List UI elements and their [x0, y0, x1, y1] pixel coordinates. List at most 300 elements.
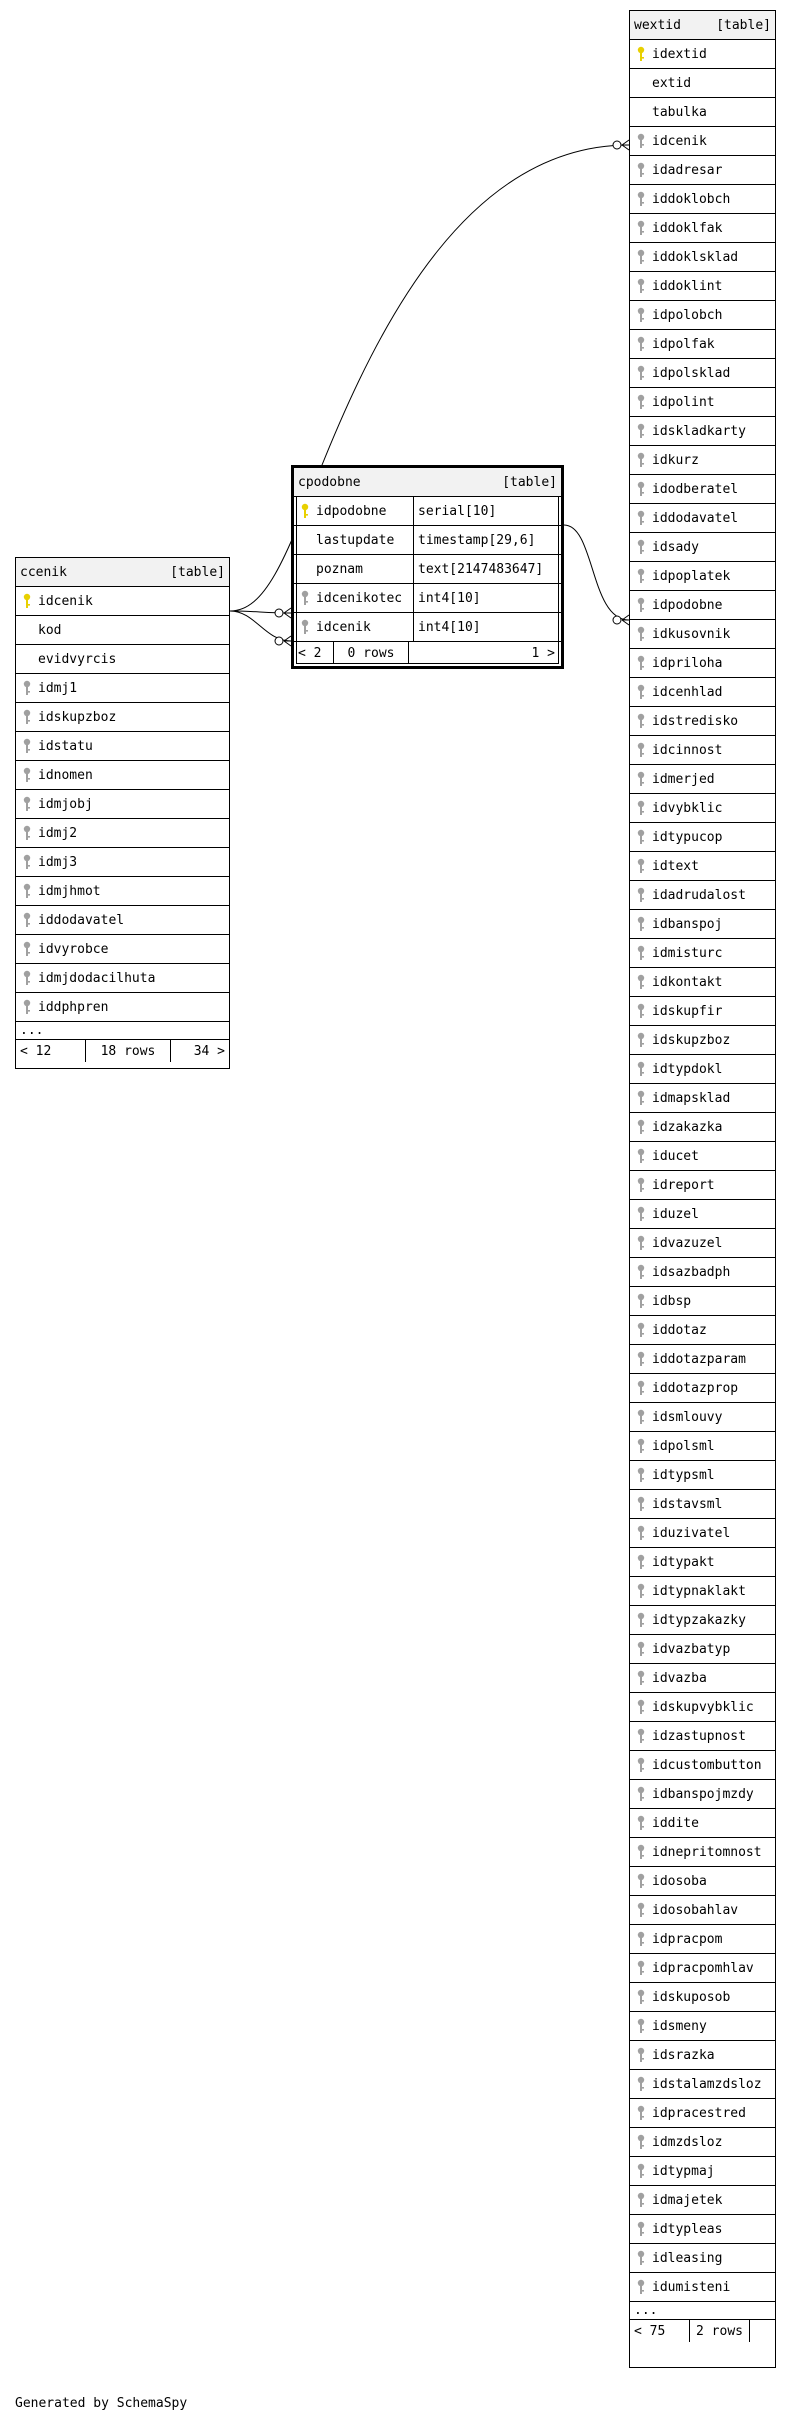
column-name[interactable]: iddoklint: [652, 278, 723, 294]
foreign-key-icon: [630, 974, 652, 990]
foreign-key-icon: [630, 452, 652, 468]
column-name[interactable]: idstavsml: [652, 1496, 723, 1512]
foreign-key-icon: [630, 1960, 652, 1976]
column-name[interactable]: idcustombutton: [652, 1757, 762, 1773]
primary-key-icon: [16, 593, 38, 609]
column-row[interactable]: [630, 1287, 775, 1316]
foreign-key-icon: [630, 539, 652, 555]
column-row[interactable]: [630, 968, 775, 997]
column-row[interactable]: [16, 819, 229, 848]
column-name[interactable]: idextid: [652, 46, 707, 62]
foreign-key-icon: [16, 709, 38, 725]
column-row[interactable]: [630, 156, 775, 185]
column-name[interactable]: idosoba: [652, 1873, 707, 1889]
column-row[interactable]: [630, 1635, 775, 1664]
column-row[interactable]: [16, 906, 229, 935]
column-name[interactable]: iddotazparam: [652, 1351, 746, 1367]
column-name[interactable]: idsmeny: [652, 2018, 707, 2034]
foreign-key-icon: [630, 2221, 652, 2237]
foreign-key-icon: [630, 1293, 652, 1309]
column-name[interactable]: idnepritomnost: [652, 1844, 762, 1860]
foreign-key-icon: [630, 655, 652, 671]
foreign-key-icon: [630, 1177, 652, 1193]
foreign-key-icon: [630, 2192, 652, 2208]
foreign-key-icon: [16, 883, 38, 899]
foreign-key-icon: [630, 336, 652, 352]
column-name[interactable]: idstatu: [38, 738, 93, 754]
column-name[interactable]: idvybklic: [652, 800, 723, 816]
column-row[interactable]: [630, 910, 775, 939]
foreign-key-icon: [630, 1699, 652, 1715]
column-type: text[2147483647]: [418, 561, 544, 577]
column-row[interactable]: [630, 823, 775, 852]
footer-rows: 18 rows: [86, 1040, 171, 1062]
foreign-key-icon: [630, 249, 652, 265]
column-row[interactable]: [630, 1983, 775, 2012]
column-row[interactable]: [630, 1954, 775, 1983]
column-row[interactable]: [630, 1751, 775, 1780]
column-row[interactable]: [630, 1142, 775, 1171]
column-row[interactable]: [16, 790, 229, 819]
column-row[interactable]: [630, 301, 775, 330]
foreign-key-icon: [16, 912, 38, 928]
column-row[interactable]: [630, 1200, 775, 1229]
foreign-key-icon: [630, 1409, 652, 1425]
column-row[interactable]: [630, 2215, 775, 2244]
column-row[interactable]: [630, 1577, 775, 1606]
column-row[interactable]: [630, 707, 775, 736]
primary-key-icon: [294, 503, 316, 519]
column-name[interactable]: idbsp: [652, 1293, 692, 1309]
foreign-key-icon: [16, 854, 38, 870]
column-row[interactable]: [630, 1113, 775, 1142]
foreign-key-icon: [630, 1148, 652, 1164]
table-name[interactable]: cpodobne: [298, 474, 361, 490]
column-row[interactable]: [630, 2273, 775, 2302]
column-name[interactable]: idpolsml: [652, 1438, 715, 1454]
column-name[interactable]: iddphpren: [38, 999, 109, 1015]
column-name[interactable]: idpolobch: [652, 307, 723, 323]
foreign-key-icon: [630, 1380, 652, 1396]
column-name[interactable]: idsady: [652, 539, 699, 555]
column-row[interactable]: [16, 703, 229, 732]
column-row[interactable]: [630, 736, 775, 765]
column-row[interactable]: [630, 649, 775, 678]
column-name[interactable]: poznam: [316, 555, 414, 583]
column-name[interactable]: iddoklsklad: [652, 249, 739, 265]
column-row[interactable]: [630, 1606, 775, 1635]
crowfoot-cpodobne-idcenikotec: [275, 608, 291, 618]
column-name[interactable]: idosobahlav: [652, 1902, 739, 1918]
column-name[interactable]: idkontakt: [652, 974, 723, 990]
column-row[interactable]: [630, 2186, 775, 2215]
column-name[interactable]: idmjhmot: [38, 883, 101, 899]
column-row[interactable]: [630, 272, 775, 301]
column-name[interactable]: idtypleas: [652, 2221, 723, 2237]
column-name[interactable]: idleasing: [652, 2250, 723, 2266]
foreign-key-icon: [630, 2018, 652, 2034]
column-row[interactable]: [16, 732, 229, 761]
column-row[interactable]: [630, 417, 775, 446]
column-row[interactable]: [16, 674, 229, 703]
column-name[interactable]: idmj3: [38, 854, 78, 870]
column-name[interactable]: idvazba: [652, 1670, 707, 1686]
column-name[interactable]: iduzel: [652, 1206, 699, 1222]
column-row[interactable]: [630, 1258, 775, 1287]
column-name[interactable]: idbanspojmzdy: [652, 1786, 754, 1802]
foreign-key-icon: [630, 1902, 652, 1918]
column-row[interactable]: [630, 1345, 775, 1374]
column-type: int4[10]: [418, 590, 481, 606]
column-row[interactable]: [630, 678, 775, 707]
foreign-key-icon: [630, 887, 652, 903]
column-row[interactable]: [630, 475, 775, 504]
table-name[interactable]: ccenik: [20, 564, 67, 580]
foreign-key-icon: [16, 738, 38, 754]
column-row[interactable]: [630, 1519, 775, 1548]
column-name[interactable]: idcenik: [38, 593, 93, 609]
column-row[interactable]: [16, 848, 229, 877]
column-name[interactable]: iddodavatel: [652, 510, 739, 526]
column-name[interactable]: idvyrobce: [38, 941, 109, 957]
column-name[interactable]: idtypzakazky: [652, 1612, 746, 1628]
foreign-key-icon: [630, 1844, 652, 1860]
column-row[interactable]: [16, 587, 229, 616]
column-name[interactable]: idskuposob: [652, 1989, 731, 2005]
foreign-key-icon: [630, 1235, 652, 1251]
foreign-key-icon: [630, 2250, 652, 2266]
column-name[interactable]: evidvyrcis: [38, 651, 117, 667]
foreign-key-icon: [630, 423, 652, 439]
table-header[interactable]: [294, 468, 561, 497]
column-name[interactable]: lastupdate: [316, 526, 414, 554]
column-name[interactable]: idzakazka: [652, 1119, 723, 1135]
foreign-key-icon: [630, 1264, 652, 1280]
column-row[interactable]: [630, 591, 775, 620]
column-row[interactable]: [16, 645, 229, 674]
table-wextid[interactable]: [629, 10, 776, 2368]
column-name[interactable]: extid: [652, 75, 692, 91]
column-row[interactable]: [294, 613, 561, 642]
column-name[interactable]: iddodavatel: [38, 912, 125, 928]
column-row[interactable]: [630, 1432, 775, 1461]
column-name[interactable]: idvazbatyp: [652, 1641, 731, 1657]
column-row[interactable]: [630, 1374, 775, 1403]
foreign-key-icon: [630, 1728, 652, 1744]
column-row[interactable]: [630, 388, 775, 417]
column-name[interactable]: iddotaz: [652, 1322, 707, 1338]
column-name[interactable]: idpolfak: [652, 336, 715, 352]
footer-parents[interactable]: < 75: [630, 2320, 690, 2342]
foreign-key-icon: [630, 771, 652, 787]
column-name[interactable]: idcenhlad: [652, 684, 723, 700]
column-row[interactable]: [16, 935, 229, 964]
column-row[interactable]: [630, 504, 775, 533]
column-row[interactable]: [630, 2041, 775, 2070]
column-name[interactable]: idsazbadph: [652, 1264, 731, 1280]
crowfoot-wextid-idcenik: [613, 140, 629, 150]
column-name[interactable]: tabulka: [652, 104, 707, 120]
foreign-key-icon: [630, 1119, 652, 1135]
column-name[interactable]: idmajetek: [652, 2192, 723, 2208]
column-row[interactable]: [630, 1722, 775, 1751]
column-name[interactable]: idskupvybklic: [652, 1699, 754, 1715]
foreign-key-icon: [630, 2163, 652, 2179]
foreign-key-icon: [630, 1670, 652, 1686]
primary-key-icon: [630, 46, 652, 62]
column-row[interactable]: [630, 1925, 775, 1954]
column-row[interactable]: [630, 1780, 775, 1809]
column-name[interactable]: idtext: [652, 858, 699, 874]
column-name[interactable]: idtypdokl: [652, 1061, 723, 1077]
column-row[interactable]: [294, 526, 561, 555]
foreign-key-icon: [630, 1873, 652, 1889]
column-row[interactable]: [630, 243, 775, 272]
column-row[interactable]: [294, 555, 561, 584]
table-kind-label: [table]: [502, 474, 557, 490]
column-row[interactable]: [16, 993, 229, 1022]
footer-parents[interactable]: < 2: [294, 642, 334, 664]
column-row[interactable]: [630, 1026, 775, 1055]
footer-rows: 2 rows: [690, 2320, 750, 2342]
column-name[interactable]: idskupzboz: [652, 1032, 731, 1048]
column-row[interactable]: [16, 964, 229, 993]
foreign-key-icon: [630, 568, 652, 584]
footer-rows: 0 rows: [334, 642, 409, 664]
column-name[interactable]: idmjobj: [38, 796, 93, 812]
foreign-key-icon: [630, 916, 652, 932]
column-name[interactable]: idvazuzel: [652, 1235, 723, 1251]
table-cpodobne[interactable]: [291, 465, 564, 669]
column-name[interactable]: idcenikotec: [316, 584, 414, 612]
column-row[interactable]: [630, 1316, 775, 1345]
column-row[interactable]: [630, 1896, 775, 1925]
generated-by-footer[interactable]: Generated by SchemaSpy: [15, 2396, 188, 2411]
column-name[interactable]: idmjdodacilhuta: [38, 970, 156, 986]
column-row[interactable]: [630, 446, 775, 475]
foreign-key-icon: [630, 162, 652, 178]
column-name[interactable]: idmj2: [38, 825, 78, 841]
column-row[interactable]: [630, 939, 775, 968]
foreign-key-icon: [630, 684, 652, 700]
column-name[interactable]: iduzivatel: [652, 1525, 731, 1541]
foreign-key-icon: [16, 999, 38, 1015]
foreign-key-icon: [630, 394, 652, 410]
column-name[interactable]: idpodobne: [652, 597, 723, 613]
foreign-key-icon: [630, 1815, 652, 1831]
footer-children[interactable]: [750, 2320, 775, 2342]
foreign-key-icon: [630, 510, 652, 526]
column-row[interactable]: [294, 497, 561, 526]
column-row[interactable]: [630, 98, 775, 127]
foreign-key-icon: [630, 1554, 652, 1570]
foreign-key-icon: [630, 2105, 652, 2121]
column-name[interactable]: idsrazka: [652, 2047, 715, 2063]
column-name[interactable]: idcenik: [652, 133, 707, 149]
column-row[interactable]: [630, 1403, 775, 1432]
column-name[interactable]: iddoklfak: [652, 220, 723, 236]
column-row[interactable]: [630, 1838, 775, 1867]
column-row[interactable]: [630, 2012, 775, 2041]
column-row[interactable]: [16, 616, 229, 645]
column-row[interactable]: [630, 1867, 775, 1896]
foreign-key-icon: [630, 1583, 652, 1599]
column-name[interactable]: idsmlouvy: [652, 1409, 723, 1425]
footer-children[interactable]: 1 >: [531, 645, 555, 661]
foreign-key-icon: [630, 278, 652, 294]
column-name[interactable]: idkurz: [652, 452, 699, 468]
column-name[interactable]: kod: [38, 622, 62, 638]
column-row[interactable]: [630, 562, 775, 591]
foreign-key-icon: [630, 1438, 652, 1454]
column-row[interactable]: [630, 1693, 775, 1722]
column-name[interactable]: iducet: [652, 1148, 699, 1164]
table-footer: [294, 642, 561, 664]
crowfoot-cpodobne-idcenik: [275, 636, 291, 646]
column-row[interactable]: [630, 359, 775, 388]
column-name[interactable]: idadresar: [652, 162, 723, 178]
foreign-key-icon: [16, 680, 38, 696]
foreign-key-icon: [630, 1003, 652, 1019]
column-name[interactable]: idskupzboz: [38, 709, 117, 725]
column-name[interactable]: idtypnaklakt: [652, 1583, 746, 1599]
column-row[interactable]: [630, 852, 775, 881]
column-name[interactable]: idpolsklad: [652, 365, 731, 381]
column-name[interactable]: idreport: [652, 1177, 715, 1193]
column-name[interactable]: idcinnost: [652, 742, 723, 758]
foreign-key-icon: [294, 619, 316, 635]
column-name[interactable]: iddoklobch: [652, 191, 731, 207]
column-name[interactable]: idskladkarty: [652, 423, 746, 439]
column-row[interactable]: [630, 794, 775, 823]
table-ccenik[interactable]: [15, 557, 230, 1069]
column-name[interactable]: idnomen: [38, 767, 93, 783]
foreign-key-icon: [630, 1931, 652, 1947]
column-row[interactable]: [630, 1055, 775, 1084]
column-name[interactable]: idpracestred: [652, 2105, 746, 2121]
column-row[interactable]: [630, 1490, 775, 1519]
column-name[interactable]: idtypsml: [652, 1467, 715, 1483]
column-row[interactable]: [630, 1548, 775, 1577]
table-name[interactable]: wextid: [634, 17, 681, 33]
column-name[interactable]: idpodobne: [316, 497, 414, 525]
table-header[interactable]: [630, 11, 775, 40]
column-row[interactable]: [630, 214, 775, 243]
table-kind-label: [table]: [170, 564, 225, 580]
column-name[interactable]: idadrudalost: [652, 887, 746, 903]
column-row[interactable]: [16, 877, 229, 906]
column-name[interactable]: idstredisko: [652, 713, 739, 729]
column-name[interactable]: idcenik: [316, 613, 414, 641]
column-row[interactable]: [630, 40, 775, 69]
foreign-key-icon: [630, 1351, 652, 1367]
column-row[interactable]: [630, 533, 775, 562]
column-name[interactable]: idbanspoj: [652, 916, 723, 932]
column-row[interactable]: [630, 620, 775, 649]
table-footer: [630, 2320, 775, 2342]
column-name[interactable]: idpracpom: [652, 1931, 723, 1947]
foreign-key-icon: [630, 133, 652, 149]
table-footer: [16, 1040, 229, 1062]
column-row[interactable]: [630, 185, 775, 214]
foreign-key-icon: [630, 1989, 652, 2005]
foreign-key-icon: [630, 481, 652, 497]
column-row[interactable]: [294, 584, 561, 613]
link-cpodobne-wextid: [564, 525, 629, 620]
column-type: int4[10]: [418, 619, 481, 635]
column-name[interactable]: idzastupnost: [652, 1728, 746, 1744]
column-name[interactable]: iddotazprop: [652, 1380, 739, 1396]
column-name[interactable]: idodberatel: [652, 481, 739, 497]
column-row[interactable]: [630, 330, 775, 359]
foreign-key-icon: [630, 1757, 652, 1773]
column-row[interactable]: [630, 1461, 775, 1490]
table-header[interactable]: [16, 558, 229, 587]
foreign-key-icon: [630, 1612, 652, 1628]
foreign-key-icon: [630, 2076, 652, 2092]
column-row[interactable]: [630, 2244, 775, 2273]
footer-parents[interactable]: < 12: [16, 1040, 86, 1062]
column-row[interactable]: [630, 881, 775, 910]
footer-children[interactable]: 34 >: [193, 1043, 225, 1059]
column-row[interactable]: [630, 1229, 775, 1258]
column-row[interactable]: [630, 1084, 775, 1113]
column-name[interactable]: idmj1: [38, 680, 78, 696]
foreign-key-icon: [630, 800, 652, 816]
column-name[interactable]: idumisteni: [652, 2279, 731, 2295]
foreign-key-icon: [630, 1467, 652, 1483]
column-name[interactable]: iddite: [652, 1815, 699, 1831]
foreign-key-icon: [630, 220, 652, 236]
column-row[interactable]: [630, 2157, 775, 2186]
column-name[interactable]: idtypakt: [652, 1554, 715, 1570]
column-row[interactable]: [630, 1664, 775, 1693]
column-name[interactable]: idpracpomhlav: [652, 1960, 754, 1976]
column-name[interactable]: idmerjed: [652, 771, 715, 787]
column-name[interactable]: idtypucop: [652, 829, 723, 845]
column-name[interactable]: idpolint: [652, 394, 715, 410]
column-name[interactable]: idtypmaj: [652, 2163, 715, 2179]
foreign-key-icon: [630, 597, 652, 613]
foreign-key-icon: [630, 1786, 652, 1802]
column-name[interactable]: idstalamzdsloz: [652, 2076, 762, 2092]
column-row[interactable]: [630, 1809, 775, 1838]
column-type: timestamp[29,6]: [418, 532, 536, 548]
column-row[interactable]: [16, 761, 229, 790]
column-name[interactable]: idskupfir: [652, 1003, 723, 1019]
column-name[interactable]: idpriloha: [652, 655, 723, 671]
foreign-key-icon: [294, 590, 316, 606]
column-row[interactable]: [630, 765, 775, 794]
foreign-key-icon: [630, 858, 652, 874]
column-name[interactable]: idmapsklad: [652, 1090, 731, 1106]
column-row[interactable]: [630, 997, 775, 1026]
foreign-key-icon: [630, 2047, 652, 2063]
column-row[interactable]: [630, 2099, 775, 2128]
column-name[interactable]: idmisturc: [652, 945, 723, 961]
column-row[interactable]: [630, 2070, 775, 2099]
column-row[interactable]: [630, 1171, 775, 1200]
column-name[interactable]: idmzdsloz: [652, 2134, 723, 2150]
foreign-key-icon: [630, 742, 652, 758]
column-row[interactable]: [630, 69, 775, 98]
column-row[interactable]: [630, 127, 775, 156]
foreign-key-icon: [630, 1322, 652, 1338]
foreign-key-icon: [630, 829, 652, 845]
column-name[interactable]: idpoplatek: [652, 568, 731, 584]
column-row[interactable]: [630, 2128, 775, 2157]
column-name[interactable]: idkusovnik: [652, 626, 731, 642]
